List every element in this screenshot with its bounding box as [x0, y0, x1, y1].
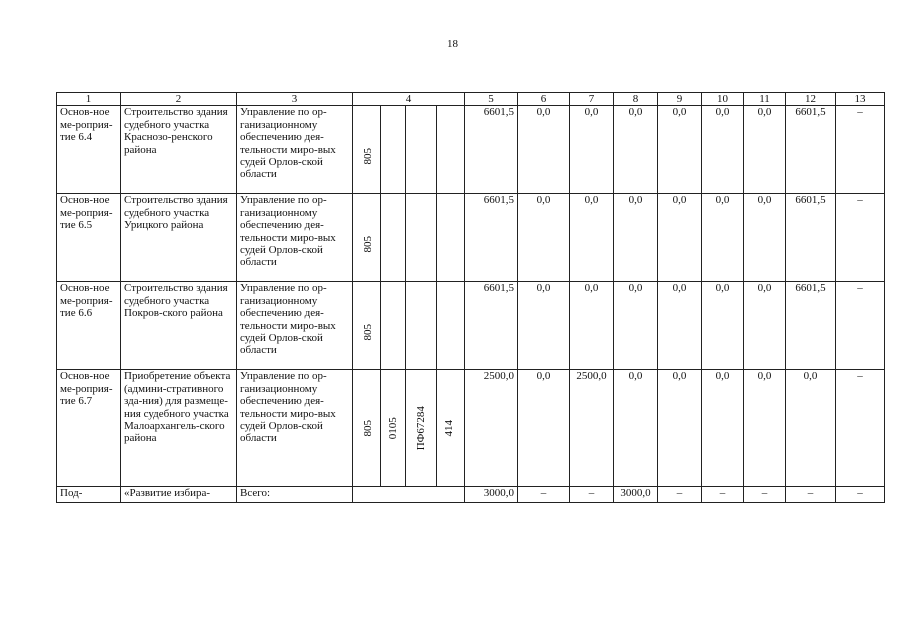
value-cell: – — [836, 370, 885, 487]
table-row — [57, 106, 885, 194]
table-row-subprogram — [57, 487, 885, 503]
header-cell: 2 — [121, 93, 237, 106]
budget-code-cell — [353, 487, 465, 503]
value-cell: 0,0 — [614, 106, 658, 194]
value-cell: 6601,5 — [465, 106, 518, 194]
value-cell: 0,0 — [570, 194, 614, 282]
header-cell: 6 — [518, 93, 570, 106]
value-cell: – — [744, 487, 786, 503]
value-cell: 0,0 — [614, 194, 658, 282]
header-row — [57, 93, 885, 106]
value-cell: 0,0 — [518, 370, 570, 487]
value-cell: 0,0 — [658, 194, 702, 282]
description-cell: Строительство здания судебного участка Краснозо-ренского района — [121, 106, 237, 194]
value-cell: 2500,0 — [570, 370, 614, 487]
description-cell: Приобретение объекта (админи-стративного зда-ния) для размеще-ния судебного участка Малоархангель-ского района — [121, 370, 237, 487]
header-cell: 9 — [658, 93, 702, 106]
value-cell: 0,0 — [658, 370, 702, 487]
executor-cell: Управление по ор-ганизационному обеспечению дея-тельности миро-вых судей Орлов-ской области — [237, 194, 353, 282]
activity-cell: Под- — [57, 487, 121, 503]
table-row — [57, 370, 885, 487]
value-cell: 0,0 — [518, 194, 570, 282]
value-cell: 0,0 — [518, 282, 570, 370]
value-cell: 0,0 — [658, 282, 702, 370]
value-cell: 3000,0 — [465, 487, 518, 503]
header-cell: 13 — [836, 93, 885, 106]
value-cell: – — [702, 487, 744, 503]
value-cell: 0,0 — [744, 370, 786, 487]
description-cell: Строительство здания судебного участка Урицкого района — [121, 194, 237, 282]
value-cell: – — [836, 282, 885, 370]
value-cell: 0,0 — [702, 370, 744, 487]
code-grbs: 805 — [361, 324, 374, 341]
table-row — [57, 194, 885, 282]
value-cell: 0,0 — [614, 282, 658, 370]
value-cell: – — [836, 194, 885, 282]
value-cell: – — [658, 487, 702, 503]
budget-table — [56, 92, 885, 503]
header-cell: 3 — [237, 93, 353, 106]
executor-cell: Всего: — [237, 487, 353, 503]
header-cell: 7 — [570, 93, 614, 106]
value-cell: 6601,5 — [465, 282, 518, 370]
value-cell: 0,0 — [658, 106, 702, 194]
activity-cell: Основ-ное ме-роприя-тие 6.5 — [57, 194, 121, 282]
value-cell: – — [836, 487, 885, 503]
value-cell: 6601,5 — [786, 106, 836, 194]
header-cell: 10 — [702, 93, 744, 106]
value-cell: 0,0 — [702, 106, 744, 194]
value-cell: 0,0 — [744, 106, 786, 194]
value-cell: 0,0 — [702, 194, 744, 282]
code-grbs: 805 — [361, 148, 374, 165]
value-cell: 0,0 — [744, 194, 786, 282]
header-cell: 11 — [744, 93, 786, 106]
budget-code-cell — [353, 370, 465, 487]
header-cell: 4 — [353, 93, 465, 106]
description-cell: «Развитие избира- — [121, 487, 237, 503]
executor-cell: Управление по ор-ганизационному обеспечению дея-тельности миро-вых судей Орлов-ской области — [237, 370, 353, 487]
header-cell: 12 — [786, 93, 836, 106]
value-cell: 0,0 — [518, 106, 570, 194]
value-cell: 0,0 — [570, 106, 614, 194]
activity-cell: Основ-ное ме-роприя-тие 6.4 — [57, 106, 121, 194]
header-cell: 8 — [614, 93, 658, 106]
value-cell: 6601,5 — [786, 194, 836, 282]
table-row — [57, 282, 885, 370]
header-cell: 1 — [57, 93, 121, 106]
value-cell: – — [786, 487, 836, 503]
budget-code-cell — [353, 106, 465, 194]
executor-cell: Управление по ор-ганизационному обеспечению дея-тельности миро-вых судей Орлов-ской области — [237, 282, 353, 370]
header-cell: 5 — [465, 93, 518, 106]
value-cell: 2500,0 — [465, 370, 518, 487]
value-cell: 0,0 — [614, 370, 658, 487]
executor-cell: Управление по ор-ганизационному обеспечению дея-тельности миро-вых судей Орлов-ской области — [237, 106, 353, 194]
description-cell: Строительство здания судебного участка Покров-ского района — [121, 282, 237, 370]
value-cell: 0,0 — [786, 370, 836, 487]
activity-cell: Основ-ное ме-роприя-тие 6.7 — [57, 370, 121, 487]
page-number: 18 — [447, 38, 458, 50]
value-cell: 6601,5 — [786, 282, 836, 370]
activity-cell: Основ-ное ме-роприя-тие 6.6 — [57, 282, 121, 370]
code-rzpr: 0105 — [386, 417, 399, 440]
budget-code-cell — [353, 194, 465, 282]
value-cell: – — [570, 487, 614, 503]
value-cell: 0,0 — [702, 282, 744, 370]
value-cell: 3000,0 — [614, 487, 658, 503]
code-grbs: 805 — [361, 236, 374, 253]
value-cell: – — [518, 487, 570, 503]
value-cell: – — [836, 106, 885, 194]
budget-code-cell — [353, 282, 465, 370]
value-cell: 0,0 — [570, 282, 614, 370]
value-cell: 6601,5 — [465, 194, 518, 282]
code-grbs: 805 — [361, 420, 374, 437]
code-csr: ПФ67284 — [414, 406, 427, 451]
code-vr: 414 — [442, 420, 455, 437]
value-cell: 0,0 — [744, 282, 786, 370]
